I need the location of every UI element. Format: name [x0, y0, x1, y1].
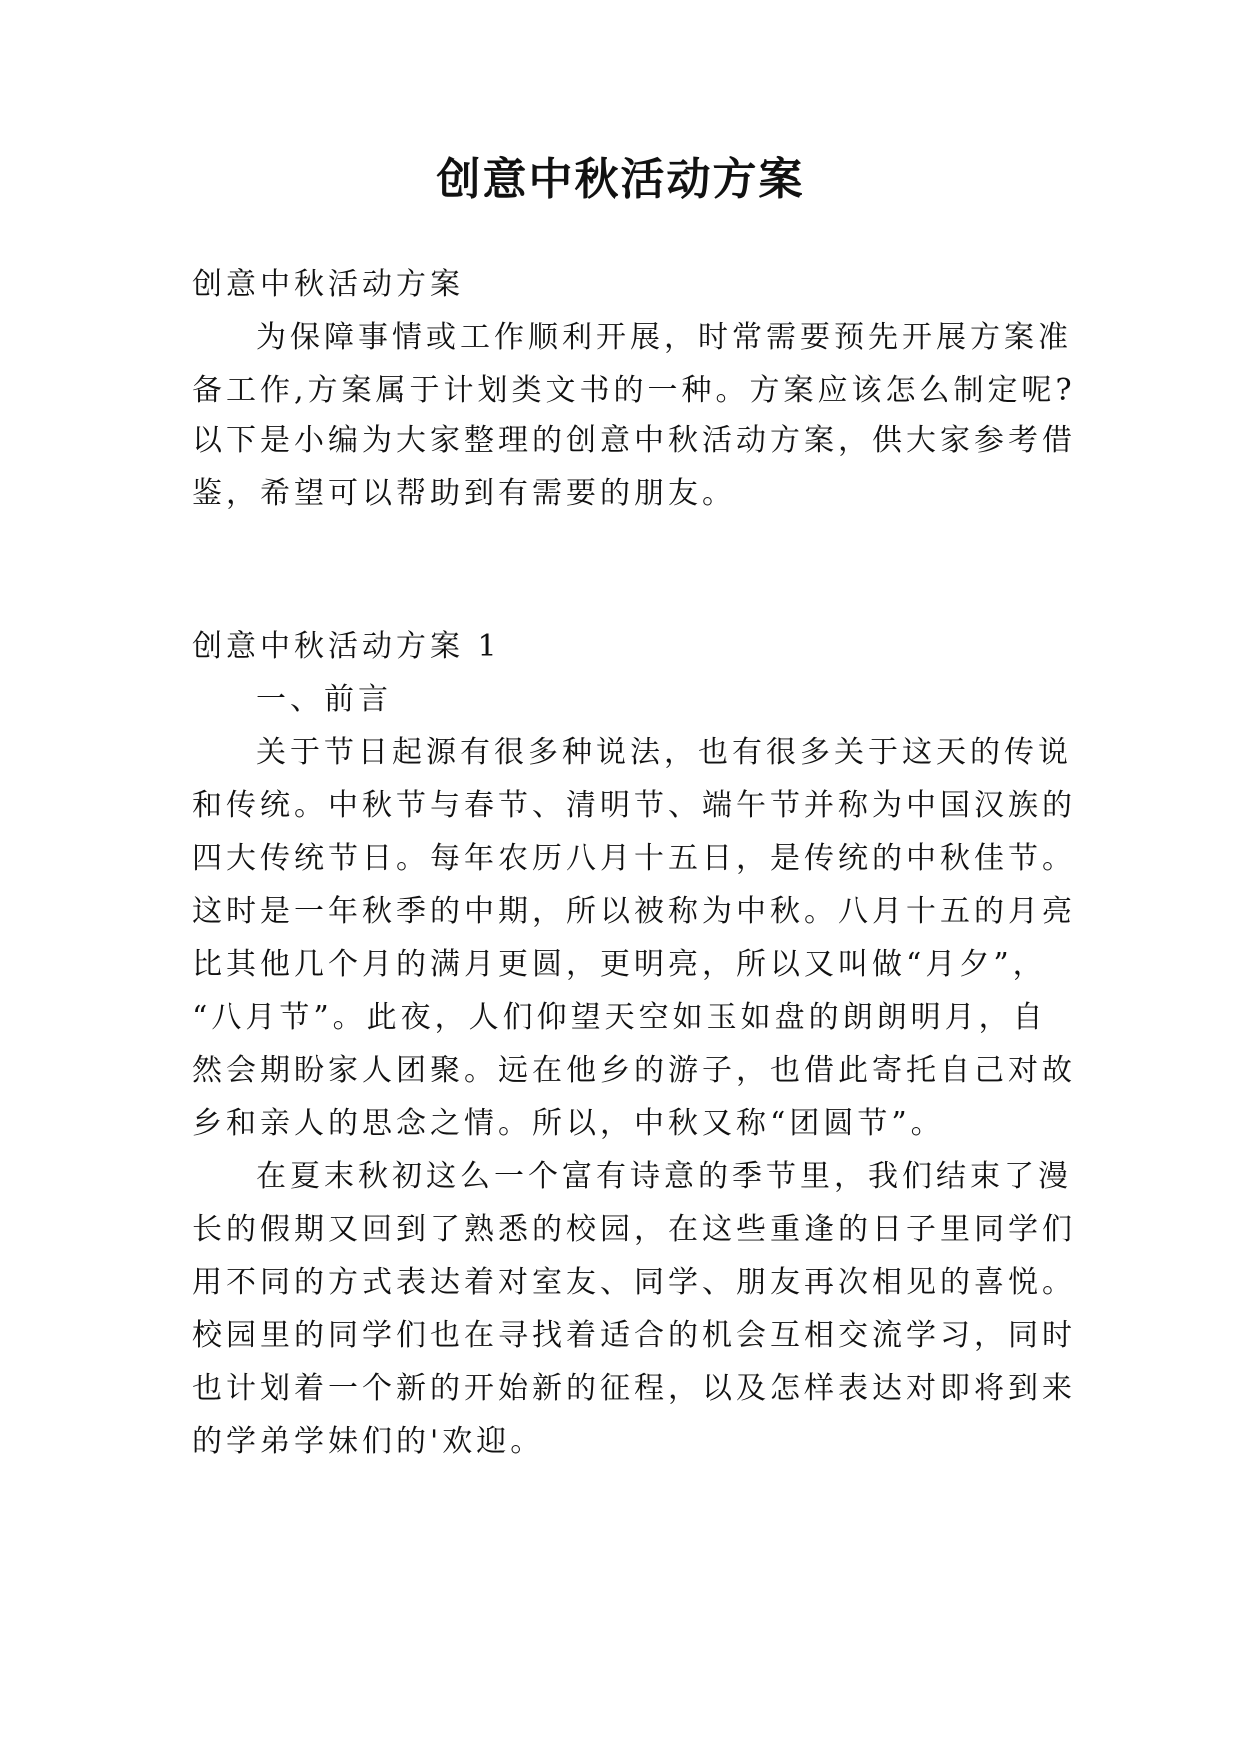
intro-line: 鉴，希望可以帮助到有需要的朋友。	[192, 476, 736, 511]
paragraph-line: 在夏末秋初这么一个富有诗意的季节里，我们结束了漫	[256, 1159, 1072, 1194]
intro-line: 备工作,方案属于计划类文书的一种。方案应该怎么制定呢?	[192, 373, 1076, 408]
paragraph-line: 比其他几个月的满月更圆，更明亮，所以又叫做“月夕”，	[192, 947, 1047, 982]
paragraph-line: 和传统。中秋节与春节、清明节、端午节并称为中国汉族的	[192, 788, 1076, 823]
subsection-heading: 一、前言	[256, 682, 392, 717]
paragraph-line: “八月节”。此夜，人们仰望天空如玉如盘的朗朗明月，自	[192, 1000, 1047, 1035]
intro-line: 为保障事情或工作顺利开展，时常需要预先开展方案准	[256, 320, 1072, 355]
paragraph-line: 长的假期又回到了熟悉的校园，在这些重逢的日子里同学们	[192, 1212, 1076, 1247]
paragraph-line: 乡和亲人的思念之情。所以，中秋又称“团圆节”。	[192, 1106, 945, 1141]
section-heading: 创意中秋活动方案 1	[192, 629, 501, 664]
document-title: 创意中秋活动方案	[436, 154, 805, 205]
intro-line: 以下是小编为大家整理的创意中秋活动方案，供大家参考借	[192, 423, 1076, 458]
document-subtitle: 创意中秋活动方案	[192, 267, 464, 302]
paragraph-line: 也计划着一个新的开始新的征程，以及怎样表达对即将到来	[192, 1371, 1076, 1406]
paragraph-line: 然会期盼家人团聚。远在他乡的游子，也借此寄托自己对故	[192, 1053, 1076, 1088]
paragraph-line: 这时是一年秋季的中期，所以被称为中秋。八月十五的月亮	[192, 894, 1076, 929]
paragraph-line: 四大传统节日。每年农历八月十五日，是传统的中秋佳节。	[192, 841, 1076, 876]
paragraph-line: 的学弟学妹们的'欢迎。	[192, 1424, 545, 1459]
paragraph-line: 用不同的方式表达着对室友、同学、朋友再次相见的喜悦。	[192, 1265, 1076, 1300]
paragraph-line: 校园里的同学们也在寻找着适合的机会互相交流学习，同时	[192, 1318, 1076, 1353]
paragraph-line: 关于节日起源有很多种说法，也有很多关于这天的传说	[256, 735, 1072, 770]
